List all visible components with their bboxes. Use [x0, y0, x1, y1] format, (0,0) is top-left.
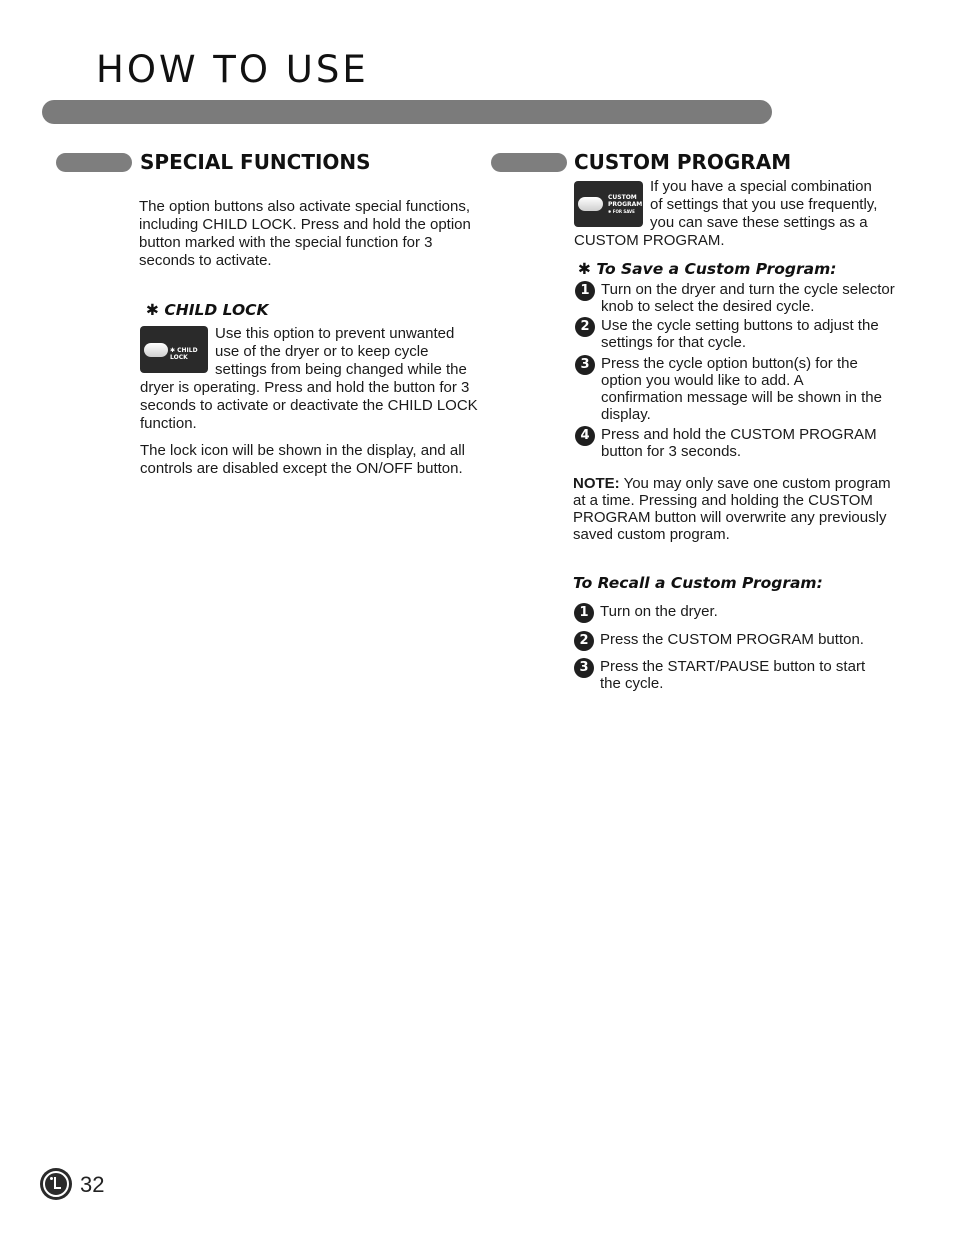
step-number-badge: 2: [574, 631, 594, 651]
save-step-text: Use the cycle setting buttons to adjust the settings for that cycle.: [601, 317, 879, 351]
recall-step-text: Turn on the dryer.: [600, 603, 718, 620]
page-title: HOW TO USE: [96, 48, 369, 91]
page-number: 32: [80, 1172, 105, 1197]
step-number-badge: 2: [575, 317, 595, 337]
custom-program-intro-line1: If you have a special combination: [650, 178, 872, 195]
custom-program-intro-line2: of settings that you use frequently,: [650, 196, 878, 213]
section-pill-custom-program: [491, 153, 567, 172]
save-step-text: Turn on the dryer and turn the cycle selector knob to select the desired cycle.: [601, 281, 895, 315]
title-bar: [42, 100, 772, 124]
custom-program-button-image: [574, 181, 643, 227]
recall-step-text: Press the CUSTOM PROGRAM button.: [600, 631, 864, 648]
custom-program-note: [573, 475, 891, 543]
custom-program-button-label-1: CUSTOM: [608, 194, 637, 201]
save-step-text: Press and hold the CUSTOM PROGRAM button for 3 seconds.: [601, 426, 877, 460]
section-pill-special-functions: [56, 153, 132, 172]
child-lock-text-top: [215, 325, 490, 379]
note-text: You may only save one custom program at a time. Pressing and holding the CUSTOM PROGRAM button will overwrite any previously saved custom program.: [573, 475, 891, 543]
step-number-badge: 3: [574, 658, 594, 678]
recall-step: [574, 603, 894, 623]
child-lock-text-line1: Use this option to prevent unwanted: [215, 325, 455, 342]
custom-program-button-label-2: PROGRAM: [608, 201, 643, 208]
custom-program-button-label-3: ✱ FOR SAVE: [608, 209, 635, 214]
step-number-badge: 1: [575, 281, 595, 301]
lock-icon-note: The lock icon will be shown in the display, and all controls are disabled except the ON/OFF button.: [140, 442, 465, 477]
recall-step: [574, 631, 894, 651]
save-program-heading: ✱ To Save a Custom Program:: [578, 260, 837, 278]
custom-program-intro-line3: you can save these settings as a: [650, 214, 868, 231]
custom-program-intro-top: [650, 178, 910, 232]
note-label: NOTE:: [573, 475, 620, 492]
recall-step: [574, 658, 884, 692]
recall-step-text: Press the START/PAUSE button to start the cycle.: [600, 658, 866, 692]
step-number-badge: 3: [575, 355, 595, 375]
custom-program-heading: CUSTOM PROGRAM: [574, 150, 792, 174]
custom-program-intro-rest: CUSTOM PROGRAM.: [574, 232, 725, 249]
special-functions-intro: The option buttons also activate special functions, including CHILD LOCK. Press and hold the option button marked with the special function for 3 seconds to activate.: [139, 198, 471, 269]
save-step: [575, 281, 905, 315]
child-lock-text-line2: use of the dryer or to keep cycle: [215, 343, 429, 360]
child-lock-heading: ✱ CHILD LOCK: [146, 301, 269, 319]
save-step: [575, 426, 900, 460]
child-lock-text-rest: dryer is operating. Press and hold the button for 3 seconds to activate or deactivate the CHILD LOCK function.: [140, 379, 478, 432]
save-step-text: Press the cycle option button(s) for the option you would like to add. A confirmation message will be shown in the display.: [601, 355, 882, 423]
child-lock-button-label: ✱ CHILD LOCK: [170, 347, 198, 361]
child-lock-text-line3: settings from being changed while the: [215, 361, 467, 378]
step-number-badge: 1: [574, 603, 594, 623]
lg-logo-icon: [40, 1168, 72, 1200]
special-functions-heading: SPECIAL FUNCTIONS: [140, 150, 371, 174]
child-lock-button-image: [140, 326, 208, 373]
step-number-badge: 4: [575, 426, 595, 446]
save-step: [575, 317, 895, 351]
save-step: [575, 355, 885, 423]
recall-program-heading: To Recall a Custom Program:: [573, 574, 823, 592]
